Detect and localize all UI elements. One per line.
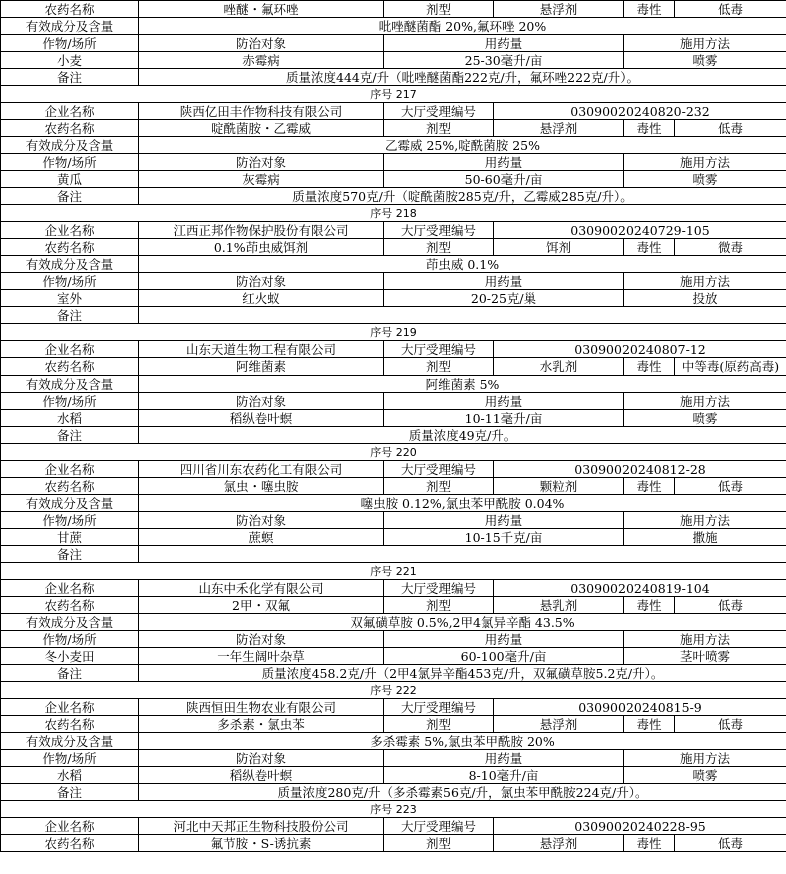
company-label: 企业名称	[1, 341, 139, 358]
top-pesticide-row	[1, 1, 786, 18]
toxicity-label: 毒性	[624, 716, 675, 733]
pesticide-name: 0.1%茚虫威饵剂	[139, 239, 384, 256]
method-label: 施用方法	[624, 512, 786, 529]
dosage-form-value: 悬浮剂	[494, 716, 624, 733]
remark-row	[1, 665, 786, 682]
company-row	[1, 699, 786, 716]
company-value: 山东中禾化学有限公司	[139, 580, 384, 597]
method-label: 施用方法	[624, 35, 786, 52]
crop-value: 水稻	[1, 410, 139, 427]
company-value: 陕西亿田丰作物科技有限公司	[139, 103, 384, 120]
ingredients-label: 有效成分及含量	[1, 495, 139, 512]
seq-number: 222	[395, 683, 417, 697]
crop-label: 作物/场所	[1, 393, 139, 410]
usage-header-row	[1, 750, 786, 767]
dose-value: 50-60毫升/亩	[384, 171, 624, 188]
dose-label: 用药量	[384, 631, 624, 648]
hall-no-value: 03090020240820-232	[494, 103, 786, 120]
pesticide-name: 氟节胺・S-诱抗素	[139, 835, 384, 852]
seq-label: 序号 219	[1, 324, 786, 341]
seq-number: 218	[395, 206, 417, 220]
seq-number: 220	[395, 445, 417, 459]
remark-value: 质量浓度444克/升（吡唑醚菌酯222克/升，氟环唑222克/升）。	[139, 69, 786, 86]
method-value: 撒施	[624, 529, 786, 546]
target-value: 灰霉病	[139, 171, 384, 188]
target-label: 防治对象	[139, 154, 384, 171]
remark-row	[1, 784, 786, 801]
seq-row	[1, 801, 786, 818]
dose-label: 用药量	[384, 750, 624, 767]
hall-no-value: 03090020240815-9	[494, 699, 786, 716]
crop-value: 小麦	[1, 52, 139, 69]
dose-value: 60-100毫升/亩	[384, 648, 624, 665]
company-label: 企业名称	[1, 580, 139, 597]
target-value: 稻纵卷叶螟	[139, 767, 384, 784]
toxicity-label: 毒性	[624, 239, 675, 256]
remark-value: 质量浓度280克/升（多杀霉素56克/升，氯虫苯甲酰胺224克/升）。	[139, 784, 786, 801]
ingredients-value: 阿维菌素 5%	[139, 376, 786, 393]
toxicity-value: 中等毒(原药高毒)	[675, 358, 786, 376]
method-value: 茎叶喷雾	[624, 648, 786, 665]
remark-row	[1, 427, 786, 444]
dosage-form-label: 剂型	[384, 358, 494, 376]
toxicity-label: 毒性	[624, 1, 675, 18]
remark-row	[1, 546, 786, 563]
ingredients-row	[1, 376, 786, 393]
seq-number: 223	[395, 802, 417, 816]
target-value: 蔗螟	[139, 529, 384, 546]
toxicity-label: 毒性	[624, 835, 675, 852]
method-value: 喷雾	[624, 410, 786, 427]
seq-label: 序号 220	[1, 444, 786, 461]
pesticide-label: 农药名称	[1, 716, 139, 733]
toxicity-label: 毒性	[624, 120, 675, 137]
ingredients-row	[1, 137, 786, 154]
dose-label: 用药量	[384, 393, 624, 410]
hall-no-label: 大厅受理编号	[384, 699, 494, 716]
remark-label: 备注	[1, 427, 139, 444]
target-value: 赤霉病	[139, 52, 384, 69]
crop-label: 作物/场所	[1, 631, 139, 648]
ingredients-label: 有效成分及含量	[1, 256, 139, 273]
toxicity-value: 低毒	[675, 478, 786, 495]
remark-label: 备注	[1, 188, 139, 205]
remark-value: 质量浓度570克/升（啶酰菌胺285克/升，乙霉威285克/升）。	[139, 188, 786, 205]
ingredients-row	[1, 256, 786, 273]
remark-label: 备注	[1, 665, 139, 682]
pesticide-row	[1, 478, 786, 495]
dosage-form-value: 饵剂	[494, 239, 624, 256]
toxicity-label: 毒性	[624, 358, 675, 376]
company-row	[1, 461, 786, 478]
crop-label: 作物/场所	[1, 273, 139, 290]
remark-value	[139, 307, 786, 324]
crop-label: 作物/场所	[1, 750, 139, 767]
hall-no-label: 大厅受理编号	[384, 461, 494, 478]
toxicity-value: 低毒	[675, 120, 786, 137]
pesticide-name: 唑醚・氟环唑	[139, 1, 384, 18]
ingredients-label: 有效成分及含量	[1, 733, 139, 750]
target-label: 防治对象	[139, 273, 384, 290]
usage-header-row	[1, 154, 786, 171]
method-value: 喷雾	[624, 171, 786, 188]
pesticide-row	[1, 716, 786, 733]
pesticide-name: 多杀素・氯虫苯	[139, 716, 384, 733]
target-label: 防治对象	[139, 512, 384, 529]
hall-no-value: 03090020240819-104	[494, 580, 786, 597]
method-label: 施用方法	[624, 750, 786, 767]
ingredients-value: 多杀霉素 5%,氯虫苯甲酰胺 20%	[139, 733, 786, 750]
company-value: 陕西恒田生物农业有限公司	[139, 699, 384, 716]
dosage-form-label: 剂型	[384, 835, 494, 852]
crop-value: 甘蔗	[1, 529, 139, 546]
hall-no-value: 03090020240228-95	[494, 818, 786, 835]
company-row	[1, 818, 786, 835]
seq-row	[1, 682, 786, 699]
pesticide-row	[1, 120, 786, 137]
hall-no-value: 03090020240807-12	[494, 341, 786, 358]
hall-no-value: 03090020240729-105	[494, 222, 786, 239]
company-label: 企业名称	[1, 103, 139, 120]
seq-label: 序号 218	[1, 205, 786, 222]
usage-header-row	[1, 631, 786, 648]
company-value: 河北中天邦正生物科技股份公司	[139, 818, 384, 835]
method-value: 喷雾	[624, 52, 786, 69]
seq-number: 217	[395, 87, 417, 101]
target-value: 红火蚁	[139, 290, 384, 307]
seq-row	[1, 444, 786, 461]
company-label: 企业名称	[1, 699, 139, 716]
pesticide-row	[1, 358, 786, 376]
dosage-form-value: 悬乳剂	[494, 597, 624, 614]
method-value: 喷雾	[624, 767, 786, 784]
hall-no-value: 03090020240812-28	[494, 461, 786, 478]
remark-row	[1, 188, 786, 205]
dosage-form-label: 剂型	[384, 239, 494, 256]
remark-label: 备注	[1, 546, 139, 563]
hall-no-label: 大厅受理编号	[384, 222, 494, 239]
method-value: 投放	[624, 290, 786, 307]
dosage-form-value: 颗粒剂	[494, 478, 624, 495]
target-label: 防治对象	[139, 750, 384, 767]
pesticide-label: 农药名称	[1, 597, 139, 614]
usage-row	[1, 410, 786, 427]
crop-value: 水稻	[1, 767, 139, 784]
pesticide-label: 农药名称	[1, 239, 139, 256]
crop-value: 冬小麦田	[1, 648, 139, 665]
seq-label: 序号 222	[1, 682, 786, 699]
usage-row	[1, 648, 786, 665]
company-value: 山东天道生物工程有限公司	[139, 341, 384, 358]
dose-value: 8-10毫升/亩	[384, 767, 624, 784]
registration-table-body	[1, 1, 786, 86]
dose-value: 20-25克/巢	[384, 290, 624, 307]
pesticide-row	[1, 597, 786, 614]
crop-label: 作物/场所	[1, 512, 139, 529]
company-row	[1, 580, 786, 597]
dose-label: 用药量	[384, 35, 624, 52]
remark-label: 备注	[1, 69, 139, 86]
seq-label: 序号 223	[1, 801, 786, 818]
dose-label: 用药量	[384, 273, 624, 290]
crop-label: 作物/场所	[1, 154, 139, 171]
hall-no-label: 大厅受理编号	[384, 818, 494, 835]
dose-label: 用药量	[384, 154, 624, 171]
ingredients-row	[1, 733, 786, 750]
dosage-form-value: 悬浮剂	[494, 835, 624, 852]
seq-row	[1, 563, 786, 580]
usage-row	[1, 290, 786, 307]
dosage-form-label: 剂型	[384, 597, 494, 614]
company-row	[1, 103, 786, 120]
remark-label: 备注	[1, 307, 139, 324]
top-remark-row	[1, 69, 786, 86]
remark-value	[139, 546, 786, 563]
company-label: 企业名称	[1, 818, 139, 835]
pesticide-label: 农药名称	[1, 358, 139, 376]
dosage-form-label: 剂型	[384, 478, 494, 495]
seq-number: 219	[395, 325, 417, 339]
pesticide-name: 氯虫・噻虫胺	[139, 478, 384, 495]
company-row	[1, 341, 786, 358]
toxicity-value: 低毒	[675, 716, 786, 733]
method-label: 施用方法	[624, 631, 786, 648]
toxicity-label: 毒性	[624, 478, 675, 495]
ingredients-value: 双氟磺草胺 0.5%,2甲4氯异辛酯 43.5%	[139, 614, 786, 631]
ingredients-value: 噻虫胺 0.12%,氯虫苯甲酰胺 0.04%	[139, 495, 786, 512]
usage-header-row	[1, 273, 786, 290]
method-label: 施用方法	[624, 393, 786, 410]
ingredients-value: 吡唑醚菌酯 20%,氟环唑 20%	[139, 18, 786, 35]
dose-value: 25-30毫升/亩	[384, 52, 624, 69]
ingredients-label: 有效成分及含量	[1, 137, 139, 154]
company-label: 企业名称	[1, 461, 139, 478]
toxicity-value: 微毒	[675, 239, 786, 256]
usage-header-row	[1, 512, 786, 529]
dose-label: 用药量	[384, 512, 624, 529]
pesticide-label: 农药名称	[1, 478, 139, 495]
ingredients-row	[1, 495, 786, 512]
target-label: 防治对象	[139, 631, 384, 648]
ingredients-label: 有效成分及含量	[1, 18, 139, 35]
dosage-form-label: 剂型	[384, 120, 494, 137]
company-row	[1, 222, 786, 239]
pesticide-row	[1, 835, 786, 852]
ingredients-label: 有效成分及含量	[1, 376, 139, 393]
ingredients-value: 茚虫威 0.1%	[139, 256, 786, 273]
seq-row	[1, 324, 786, 341]
usage-row	[1, 767, 786, 784]
company-value: 四川省川东农药化工有限公司	[139, 461, 384, 478]
seq-row	[1, 205, 786, 222]
remark-value: 质量浓度49克/升。	[139, 427, 786, 444]
remark-row	[1, 307, 786, 324]
toxicity-value: 低毒	[675, 597, 786, 614]
remark-label: 备注	[1, 784, 139, 801]
target-label: 防治对象	[139, 393, 384, 410]
pesticide-label: 农药名称	[1, 835, 139, 852]
top-usage-row	[1, 52, 786, 69]
top-header-row	[1, 35, 786, 52]
dosage-form-value: 悬浮剂	[494, 120, 624, 137]
dosage-form-label: 剂型	[384, 1, 494, 18]
hall-no-label: 大厅受理编号	[384, 580, 494, 597]
usage-header-row	[1, 393, 786, 410]
pesticide-name: 2甲・双氟	[139, 597, 384, 614]
pesticide-name: 阿维菌素	[139, 358, 384, 376]
seq-row	[1, 86, 786, 103]
remark-value: 质量浓度458.2克/升（2甲4氯异辛酯453克/升，双氟磺草胺5.2克/升）。	[139, 665, 786, 682]
last-record-body	[1, 801, 786, 852]
target-value: 一年生阔叶杂草	[139, 648, 384, 665]
ingredients-value: 乙霉威 25%,啶酰菌胺 25%	[139, 137, 786, 154]
method-label: 施用方法	[624, 273, 786, 290]
top-ingredients-row	[1, 18, 786, 35]
dosage-form-label: 剂型	[384, 716, 494, 733]
dose-value: 10-11毫升/亩	[384, 410, 624, 427]
company-label: 企业名称	[1, 222, 139, 239]
company-value: 江西正邦作物保护股份有限公司	[139, 222, 384, 239]
pesticide-label: 农药名称	[1, 1, 139, 18]
crop-value: 室外	[1, 290, 139, 307]
target-value: 稻纵卷叶螟	[139, 410, 384, 427]
records-body	[1, 86, 786, 801]
dose-value: 10-15千克/亩	[384, 529, 624, 546]
seq-label: 序号 221	[1, 563, 786, 580]
hall-no-label: 大厅受理编号	[384, 103, 494, 120]
seq-number: 221	[395, 564, 417, 578]
target-label: 防治对象	[139, 35, 384, 52]
crop-label: 作物/场所	[1, 35, 139, 52]
ingredients-label: 有效成分及含量	[1, 614, 139, 631]
usage-row	[1, 529, 786, 546]
crop-value: 黄瓜	[1, 171, 139, 188]
toxicity-label: 毒性	[624, 597, 675, 614]
hall-no-label: 大厅受理编号	[384, 341, 494, 358]
pesticide-name: 啶酰菌胺・乙霉威	[139, 120, 384, 137]
seq-label: 序号 217	[1, 86, 786, 103]
dosage-form-value: 悬浮剂	[494, 1, 624, 18]
dosage-form-value: 水乳剂	[494, 358, 624, 376]
toxicity-value: 低毒	[675, 835, 786, 852]
pesticide-label: 农药名称	[1, 120, 139, 137]
ingredients-row	[1, 614, 786, 631]
method-label: 施用方法	[624, 154, 786, 171]
toxicity-value: 低毒	[675, 1, 786, 18]
pesticide-row	[1, 239, 786, 256]
usage-row	[1, 171, 786, 188]
